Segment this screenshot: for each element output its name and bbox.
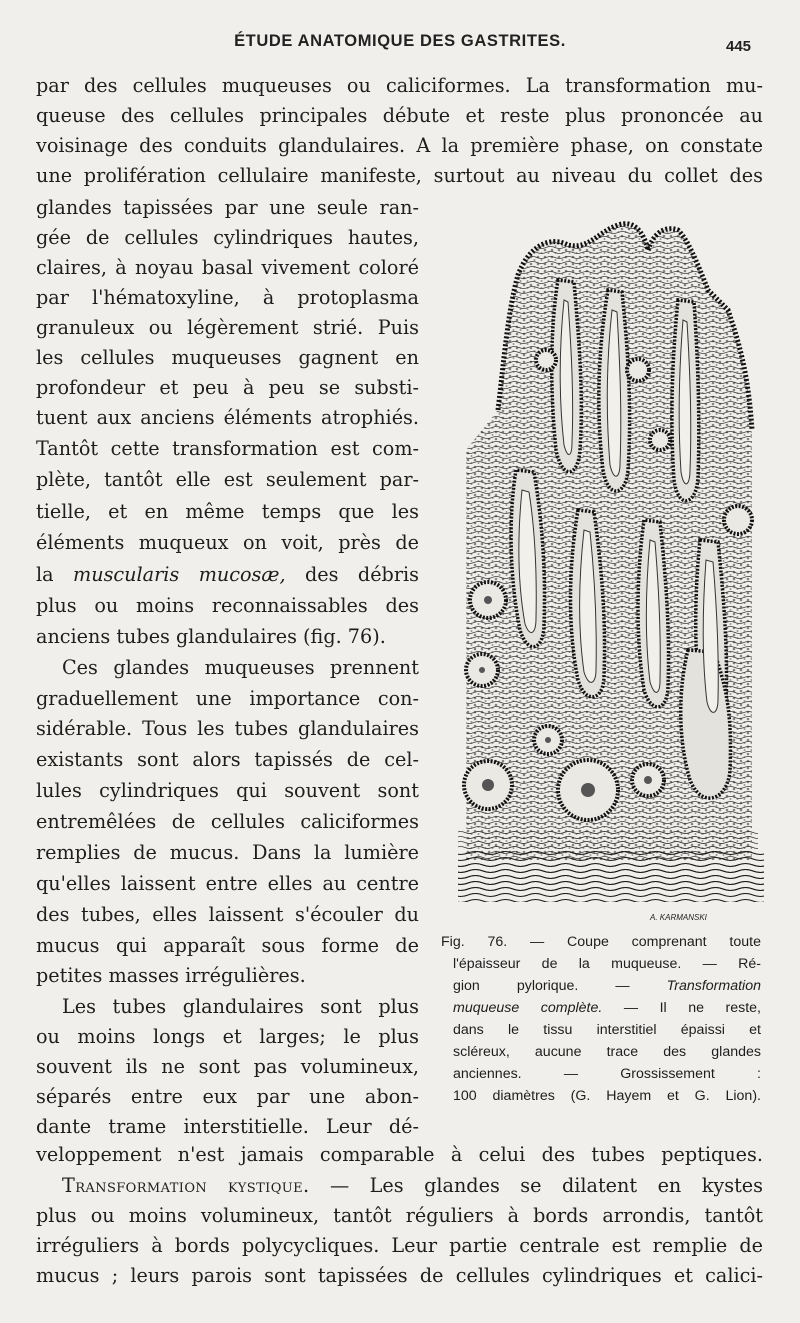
body-line <box>36 561 419 589</box>
body-line: souvent ils ne sont pas volumineux, <box>36 1055 419 1078</box>
body-line: tuent aux anciens éléments atrophiés. <box>36 406 419 429</box>
body-line: des tubes, elles laissent s'écouler du <box>36 903 419 926</box>
caption-run: — Il ne reste, <box>602 1000 761 1016</box>
figure-caption-line: scléreux, aucune trace des glandes <box>453 1044 761 1060</box>
body-line: voisinage des conduits glandulaires. A la première phase, on constate <box>36 134 763 157</box>
running-head: ÉTUDE ANATOMIQUE DES GASTRITES. <box>234 32 566 50</box>
body-line: plus ou moins reconnaissables des <box>36 594 419 617</box>
body-line: séparés entre eux par une abon- <box>36 1085 419 1108</box>
body-line: qu'elles laissent entre elles au centre <box>36 872 419 895</box>
caption-italic: Transformation <box>666 978 761 994</box>
caption-italic: muqueuse complète. <box>453 1000 603 1016</box>
body-line: plus ou moins volumineux, tantôt réguliers à bords arrondis, tantôt <box>36 1204 763 1227</box>
body-line: entremêlées de cellules caliciformes <box>36 810 419 833</box>
histology-figure <box>438 220 764 924</box>
body-line: plète, tantôt elle est seulement par- <box>36 468 419 491</box>
body-line: claires, à noyau basal vivement coloré <box>36 256 419 279</box>
text-run: la <box>36 563 74 586</box>
body-line: par l'hématoxyline, à protoplasma <box>36 286 419 309</box>
body-line <box>36 1172 763 1200</box>
body-line: les cellules muqueuses gagnent en <box>36 346 419 369</box>
body-line: petites masses irrégulières. <box>36 964 306 987</box>
body-line: une prolifération cellulaire manifeste, surtout au niveau du collet des <box>36 164 763 187</box>
body-line: veloppement n'est jamais comparable à celui des tubes peptiques. <box>36 1143 763 1166</box>
body-line: ou moins longs et larges; le plus <box>36 1025 419 1048</box>
text-run: — Les glandes se dilatent en kystes <box>309 1174 764 1197</box>
figure-caption-line: Fig. 76. — Coupe comprenant toute <box>441 934 761 950</box>
engraver-signature: A. KARMANSKI <box>650 913 707 922</box>
caption-run: gion pylorique. — <box>453 978 667 994</box>
body-line: granuleux ou légèrement strié. Puis <box>36 316 419 339</box>
body-line: éléments muqueux on voit, près de <box>36 531 419 554</box>
body-line: graduellement une importance con- <box>36 687 419 710</box>
figure-caption-line: l'épaisseur de la muqueuse. — Ré- <box>453 956 761 972</box>
page-number: 445 <box>726 38 752 55</box>
mucosa-tissue <box>458 224 764 902</box>
figure-caption-line <box>441 976 761 997</box>
body-line: irréguliers à bords polycycliques. Leur partie centrale est remplie de <box>36 1234 763 1257</box>
figure-caption-line: dans le tissu interstitiel épaissi et <box>453 1022 761 1038</box>
body-line: queuse des cellules principales débute et reste plus prononcée au <box>36 104 763 127</box>
figure-caption-line: 100 diamètres (G. Hayem et G. Lion). <box>453 1088 761 1104</box>
body-line: Ces glandes muqueuses prennent <box>62 656 419 679</box>
text-run: des débris <box>285 563 419 586</box>
body-line: gée de cellules cylindriques hautes, <box>36 226 419 249</box>
body-line: par des cellules muqueuses ou caliciformes. La transformation mu- <box>36 74 763 97</box>
section-heading: Transformation kystique. <box>62 1174 310 1197</box>
body-line: dante trame interstitielle. Leur dé- <box>36 1115 419 1138</box>
body-line: lules cylindriques qui souvent sont <box>36 779 419 802</box>
body-line: mucus ; leurs parois sont tapissées de cellules cylindriques et calici- <box>36 1264 763 1287</box>
body-line: anciens tubes glandulaires (fig. 76). <box>36 625 386 648</box>
body-line: Tantôt cette transformation est com- <box>36 437 419 460</box>
body-line: remplies de mucus. Dans la lumière <box>36 841 419 864</box>
italic-term: muscularis mucosæ, <box>73 563 286 586</box>
figure-caption-line: anciennes. — Grossissement : <box>453 1066 761 1082</box>
body-line: sidérable. Tous les tubes glandulaires <box>36 717 419 740</box>
body-line: Les tubes glandulaires sont plus <box>62 995 419 1018</box>
body-line: tielle, et en même temps que les <box>36 500 419 523</box>
figure-caption-line <box>441 998 761 1019</box>
body-line: mucus qui apparaît sous forme de <box>36 934 419 957</box>
body-line: glandes tapissées par une seule ran- <box>36 196 419 219</box>
body-line: profondeur et peu à peu se substi- <box>36 376 419 399</box>
body-line: existants sont alors tapissés de cel- <box>36 748 419 771</box>
